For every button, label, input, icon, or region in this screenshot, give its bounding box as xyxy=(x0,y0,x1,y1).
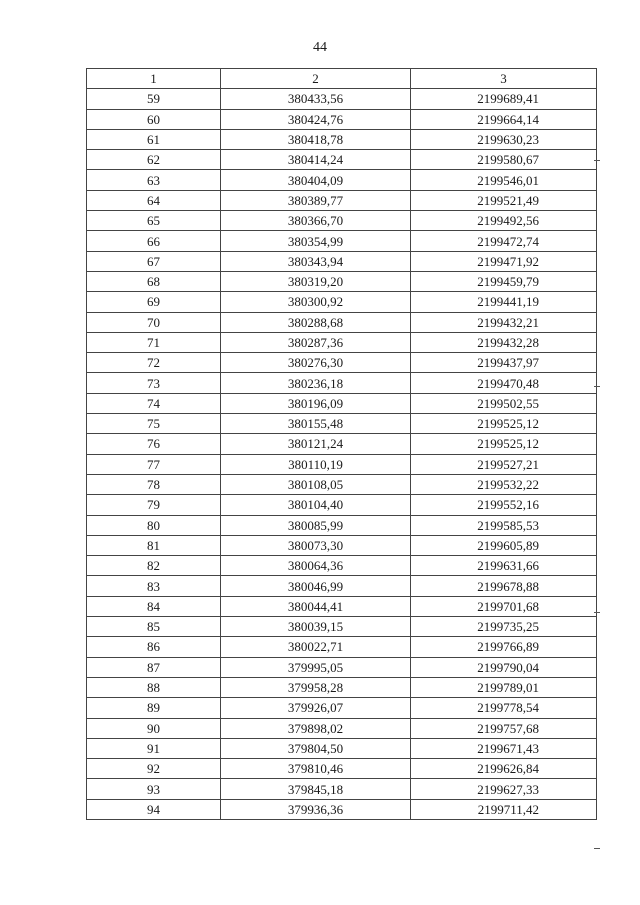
table-cell-col-3: 2199789,01 xyxy=(411,677,597,697)
table-body xyxy=(87,89,597,820)
table-cell-col-3: 2199689,41 xyxy=(411,89,597,109)
table-cell-col-1: 79 xyxy=(87,495,221,515)
table-cell-col-3: 2199546,01 xyxy=(411,170,597,190)
table-cell-col-2: 380287,36 xyxy=(221,332,411,352)
column-header-1: 1 xyxy=(87,69,221,89)
table-cell-col-1: 76 xyxy=(87,434,221,454)
table-cell-col-2: 379936,36 xyxy=(221,799,411,819)
table-cell-col-3: 2199532,22 xyxy=(411,474,597,494)
table-cell-col-3: 2199459,79 xyxy=(411,271,597,291)
table-cell-col-1: 71 xyxy=(87,332,221,352)
table-cell-col-3: 2199627,33 xyxy=(411,779,597,799)
table-cell-col-2: 380155,48 xyxy=(221,414,411,434)
margin-mark xyxy=(594,848,600,849)
table-row xyxy=(87,373,597,393)
table-cell-col-1: 86 xyxy=(87,637,221,657)
table-cell-col-2: 380300,92 xyxy=(221,292,411,312)
table-cell-col-3: 2199525,12 xyxy=(411,434,597,454)
table-cell-col-2: 380196,09 xyxy=(221,393,411,413)
table-cell-col-3: 2199525,12 xyxy=(411,414,597,434)
table-row xyxy=(87,474,597,494)
table-row xyxy=(87,393,597,413)
table-row xyxy=(87,677,597,697)
table-row xyxy=(87,353,597,373)
table-cell-col-1: 67 xyxy=(87,251,221,271)
table-cell-col-2: 380343,94 xyxy=(221,251,411,271)
table-cell-col-1: 72 xyxy=(87,353,221,373)
table-cell-col-3: 2199626,84 xyxy=(411,759,597,779)
table-row xyxy=(87,454,597,474)
table-cell-col-2: 380389,77 xyxy=(221,190,411,210)
table-cell-col-2: 379926,07 xyxy=(221,698,411,718)
table-cell-col-3: 2199678,88 xyxy=(411,576,597,596)
table-cell-col-2: 380110,19 xyxy=(221,454,411,474)
table-cell-col-3: 2199757,68 xyxy=(411,718,597,738)
table-cell-col-1: 85 xyxy=(87,617,221,637)
table-cell-col-1: 68 xyxy=(87,271,221,291)
table-row xyxy=(87,332,597,352)
table-cell-col-1: 89 xyxy=(87,698,221,718)
column-header-3: 3 xyxy=(411,69,597,89)
table-cell-col-2: 379958,28 xyxy=(221,677,411,697)
table-row xyxy=(87,495,597,515)
table-cell-col-2: 380046,99 xyxy=(221,576,411,596)
table-cell-col-2: 380064,36 xyxy=(221,556,411,576)
table-cell-col-2: 380104,40 xyxy=(221,495,411,515)
table-cell-col-2: 380039,15 xyxy=(221,617,411,637)
table-row xyxy=(87,515,597,535)
table-row xyxy=(87,129,597,149)
table-row xyxy=(87,170,597,190)
table-cell-col-2: 380404,09 xyxy=(221,170,411,190)
table-cell-col-3: 2199701,68 xyxy=(411,596,597,616)
table-cell-col-1: 92 xyxy=(87,759,221,779)
table-cell-col-3: 2199432,21 xyxy=(411,312,597,332)
table-cell-col-3: 2199671,43 xyxy=(411,738,597,758)
table-row xyxy=(87,271,597,291)
table-cell-col-1: 81 xyxy=(87,535,221,555)
table-cell-col-3: 2199521,49 xyxy=(411,190,597,210)
table-cell-col-3: 2199580,67 xyxy=(411,150,597,170)
table-cell-col-3: 2199502,55 xyxy=(411,393,597,413)
table-cell-col-3: 2199585,53 xyxy=(411,515,597,535)
table-cell-col-1: 91 xyxy=(87,738,221,758)
table-cell-col-3: 2199711,42 xyxy=(411,799,597,819)
page-number: 44 xyxy=(313,40,327,55)
table-row xyxy=(87,556,597,576)
table-cell-col-1: 62 xyxy=(87,150,221,170)
table-cell-col-1: 74 xyxy=(87,393,221,413)
table-cell-col-1: 66 xyxy=(87,231,221,251)
table-cell-col-2: 380236,18 xyxy=(221,373,411,393)
table-row xyxy=(87,657,597,677)
table-cell-col-2: 380085,99 xyxy=(221,515,411,535)
coordinates-table xyxy=(86,68,597,820)
table-cell-col-1: 61 xyxy=(87,129,221,149)
table-cell-col-1: 78 xyxy=(87,474,221,494)
table-row xyxy=(87,799,597,819)
table-cell-col-2: 379810,46 xyxy=(221,759,411,779)
table-cell-col-1: 93 xyxy=(87,779,221,799)
table-cell-col-3: 2199552,16 xyxy=(411,495,597,515)
table-cell-col-3: 2199630,23 xyxy=(411,129,597,149)
table-cell-col-3: 2199778,54 xyxy=(411,698,597,718)
table-row xyxy=(87,596,597,616)
table-cell-col-1: 88 xyxy=(87,677,221,697)
table-cell-col-1: 60 xyxy=(87,109,221,129)
table-cell-col-3: 2199471,92 xyxy=(411,251,597,271)
margin-mark xyxy=(594,612,600,613)
table-cell-col-1: 64 xyxy=(87,190,221,210)
table-cell-col-1: 75 xyxy=(87,414,221,434)
table-cell-col-2: 380288,68 xyxy=(221,312,411,332)
table-cell-col-1: 73 xyxy=(87,373,221,393)
table-cell-col-1: 69 xyxy=(87,292,221,312)
table-row xyxy=(87,89,597,109)
table-cell-col-2: 380414,24 xyxy=(221,150,411,170)
table-cell-col-3: 2199470,48 xyxy=(411,373,597,393)
table-row xyxy=(87,231,597,251)
table-row xyxy=(87,292,597,312)
table-cell-col-1: 65 xyxy=(87,211,221,231)
table-row xyxy=(87,109,597,129)
table-cell-col-2: 380418,78 xyxy=(221,129,411,149)
table-cell-col-2: 380433,56 xyxy=(221,89,411,109)
column-header-2: 2 xyxy=(221,69,411,89)
table-cell-col-2: 380354,99 xyxy=(221,231,411,251)
table-row xyxy=(87,434,597,454)
table-row xyxy=(87,617,597,637)
table-row xyxy=(87,150,597,170)
table-row xyxy=(87,637,597,657)
table-row xyxy=(87,251,597,271)
table-row xyxy=(87,312,597,332)
table-cell-col-2: 380073,30 xyxy=(221,535,411,555)
table-cell-col-2: 379995,05 xyxy=(221,657,411,677)
table-row xyxy=(87,718,597,738)
table-cell-col-2: 380044,41 xyxy=(221,596,411,616)
table-cell-col-2: 379804,50 xyxy=(221,738,411,758)
table-cell-col-3: 2199735,25 xyxy=(411,617,597,637)
table-row xyxy=(87,414,597,434)
table-row xyxy=(87,759,597,779)
table-row xyxy=(87,576,597,596)
table-cell-col-1: 59 xyxy=(87,89,221,109)
table-cell-col-3: 2199437,97 xyxy=(411,353,597,373)
table-cell-col-3: 2199472,74 xyxy=(411,231,597,251)
table-row xyxy=(87,698,597,718)
table-cell-col-1: 87 xyxy=(87,657,221,677)
table-cell-col-1: 80 xyxy=(87,515,221,535)
table-cell-col-2: 380366,70 xyxy=(221,211,411,231)
table-cell-col-2: 380319,20 xyxy=(221,271,411,291)
table-header-row xyxy=(87,69,597,89)
table-cell-col-3: 2199492,56 xyxy=(411,211,597,231)
table-cell-col-3: 2199664,14 xyxy=(411,109,597,129)
table-cell-col-2: 380022,71 xyxy=(221,637,411,657)
table-cell-col-3: 2199766,89 xyxy=(411,637,597,657)
table-cell-col-1: 82 xyxy=(87,556,221,576)
table-cell-col-3: 2199790,04 xyxy=(411,657,597,677)
table-row xyxy=(87,535,597,555)
table-cell-col-3: 2199605,89 xyxy=(411,535,597,555)
table-cell-col-3: 2199441,19 xyxy=(411,292,597,312)
table-cell-col-2: 380276,30 xyxy=(221,353,411,373)
table-cell-col-1: 77 xyxy=(87,454,221,474)
table-cell-col-3: 2199527,21 xyxy=(411,454,597,474)
table-cell-col-2: 380108,05 xyxy=(221,474,411,494)
table-cell-col-1: 70 xyxy=(87,312,221,332)
table-row xyxy=(87,738,597,758)
table-cell-col-1: 90 xyxy=(87,718,221,738)
table-row xyxy=(87,211,597,231)
table-cell-col-2: 379845,18 xyxy=(221,779,411,799)
table-row xyxy=(87,779,597,799)
margin-mark xyxy=(594,160,600,161)
table-cell-col-2: 379898,02 xyxy=(221,718,411,738)
table-cell-col-1: 94 xyxy=(87,799,221,819)
table-cell-col-2: 380424,76 xyxy=(221,109,411,129)
table-cell-col-3: 2199631,66 xyxy=(411,556,597,576)
table-cell-col-3: 2199432,28 xyxy=(411,332,597,352)
table-cell-col-1: 83 xyxy=(87,576,221,596)
table-cell-col-1: 84 xyxy=(87,596,221,616)
table-cell-col-2: 380121,24 xyxy=(221,434,411,454)
margin-mark xyxy=(594,386,600,387)
table-cell-col-1: 63 xyxy=(87,170,221,190)
table-row xyxy=(87,190,597,210)
